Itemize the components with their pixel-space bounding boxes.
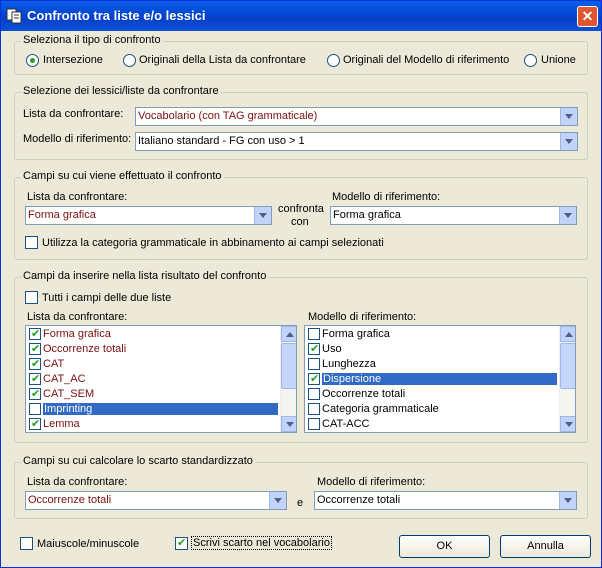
item-checkbox[interactable] bbox=[308, 388, 320, 400]
chevron-down-icon[interactable] bbox=[254, 207, 271, 224]
list-item[interactable] bbox=[306, 417, 558, 432]
campi-modello-combo[interactable] bbox=[330, 206, 577, 225]
selezione-lista-combo[interactable] bbox=[135, 107, 578, 126]
radio-intersezione[interactable] bbox=[26, 54, 39, 67]
item-checkbox[interactable] bbox=[29, 328, 41, 340]
list-item[interactable] bbox=[306, 402, 558, 417]
item-checkbox[interactable] bbox=[29, 403, 41, 415]
item-checkbox[interactable] bbox=[29, 388, 41, 400]
item-label: Forma grafica bbox=[43, 328, 111, 340]
scrollbar[interactable] bbox=[280, 326, 296, 432]
list-item[interactable] bbox=[306, 387, 558, 402]
scarto-lista-combo[interactable] bbox=[25, 491, 287, 510]
item-checkbox[interactable] bbox=[29, 373, 41, 385]
item-label: Forma grafica bbox=[322, 328, 390, 340]
item-label: CAT_AC bbox=[43, 373, 86, 385]
item-label: Occorrenze totali bbox=[43, 343, 127, 355]
list-item[interactable] bbox=[306, 372, 558, 387]
inserire-modello-label: Modello di riferimento: bbox=[308, 311, 417, 323]
ok-button[interactable]: OK bbox=[399, 535, 490, 558]
scarto-modello-label: Modello di riferimento: bbox=[317, 476, 426, 488]
con-label: con bbox=[291, 216, 309, 228]
tutti-label: Tutti i campi delle due liste bbox=[42, 292, 172, 304]
selezione-modello-label: Modello di riferimento: bbox=[23, 133, 132, 145]
title-bar[interactable] bbox=[1, 1, 601, 31]
radio-originali-modello-label: Originali del Modello di riferimento bbox=[343, 54, 510, 66]
radio-originali-lista-label: Originali della Lista da confrontare bbox=[139, 54, 306, 66]
list-item[interactable] bbox=[27, 342, 279, 357]
categoria-label: Utilizza la categoria grammaticale in abbinamento ai campi selezionati bbox=[42, 237, 384, 249]
inserire-lista-label: Lista da confrontare: bbox=[27, 311, 128, 323]
item-checkbox[interactable] bbox=[308, 328, 320, 340]
list-item[interactable] bbox=[27, 357, 279, 372]
item-label: CAT-ACC bbox=[322, 418, 370, 430]
e-label: e bbox=[297, 497, 304, 509]
tutti-checkbox[interactable] bbox=[25, 291, 38, 304]
item-label: Occorrenze totali bbox=[322, 388, 406, 400]
selezione-legend: Selezione dei lessici/liste da confrontare bbox=[23, 85, 219, 97]
scarto-modello-combo[interactable] bbox=[314, 491, 577, 510]
radio-unione[interactable] bbox=[524, 54, 537, 67]
maiuscole-checkbox[interactable] bbox=[20, 537, 33, 550]
item-label: Imprinting bbox=[43, 403, 278, 415]
item-checkbox[interactable] bbox=[308, 358, 320, 370]
item-checkbox[interactable] bbox=[29, 343, 41, 355]
scroll-down-icon[interactable] bbox=[281, 416, 297, 432]
close-icon: ✕ bbox=[581, 8, 594, 24]
chevron-down-icon[interactable] bbox=[559, 207, 576, 224]
radio-unione-label: Unione bbox=[541, 54, 576, 66]
confronta-label: confronta bbox=[278, 203, 324, 215]
scrivi-label: Scrivi scarto nel vocabolario bbox=[193, 537, 330, 549]
selezione-modello-combo[interactable] bbox=[135, 132, 578, 151]
tipo-legend: Seleziona il tipo di confronto bbox=[23, 34, 161, 46]
chevron-down-icon[interactable] bbox=[560, 133, 577, 150]
scrivi-checkbox[interactable] bbox=[175, 537, 188, 550]
campi-lista-combo[interactable] bbox=[25, 206, 272, 225]
categoria-checkbox[interactable] bbox=[25, 236, 38, 249]
list-item[interactable] bbox=[306, 342, 558, 357]
scarto-legend: Campi su cui calcolare lo scarto standardizzato bbox=[23, 455, 253, 467]
item-checkbox[interactable] bbox=[308, 373, 320, 385]
scroll-thumb[interactable] bbox=[281, 343, 297, 389]
item-label: Lemma bbox=[43, 418, 80, 430]
item-label: Dispersione bbox=[322, 373, 557, 385]
list-item[interactable] bbox=[306, 357, 558, 372]
campi-lista-label: Lista da confrontare: bbox=[27, 191, 128, 203]
campi-lista-value: Forma grafica bbox=[28, 209, 96, 221]
radio-originali-modello[interactable] bbox=[327, 54, 340, 67]
annulla-button[interactable]: Annulla bbox=[500, 535, 591, 558]
scarto-lista-value: Occorrenze totali bbox=[28, 494, 112, 506]
item-checkbox[interactable] bbox=[308, 343, 320, 355]
chevron-down-icon[interactable] bbox=[560, 108, 577, 125]
selezione-lista-value: Vocabolario (con TAG grammaticale) bbox=[138, 110, 318, 122]
campi-legend: Campi su cui viene effettuato il confronto bbox=[23, 170, 222, 182]
scroll-up-icon[interactable] bbox=[560, 326, 576, 342]
campi-modello-value: Forma grafica bbox=[333, 209, 401, 221]
inserire-legend: Campi da inserire nella lista risultato del confronto bbox=[23, 270, 267, 282]
selezione-lista-label: Lista da confrontare: bbox=[23, 108, 124, 120]
item-label: Lunghezza bbox=[322, 358, 376, 370]
item-label: Uso bbox=[322, 343, 342, 355]
list-item[interactable] bbox=[27, 327, 279, 342]
list-item[interactable] bbox=[27, 417, 279, 432]
scroll-thumb[interactable] bbox=[560, 343, 576, 389]
item-label: CAT_SEM bbox=[43, 388, 95, 400]
item-checkbox[interactable] bbox=[29, 358, 41, 370]
modello-listbox[interactable] bbox=[304, 325, 576, 433]
chevron-down-icon[interactable] bbox=[269, 492, 286, 509]
campi-modello-label: Modello di riferimento: bbox=[332, 191, 441, 203]
scarto-lista-label: Lista da confrontare: bbox=[27, 476, 128, 488]
window-title: Confronto tra liste e/o lessici bbox=[27, 8, 206, 23]
item-checkbox[interactable] bbox=[308, 403, 320, 415]
app-icon bbox=[6, 8, 22, 24]
scroll-up-icon[interactable] bbox=[281, 326, 297, 342]
maiuscole-label: Maiuscole/minuscole bbox=[37, 538, 140, 550]
lista-listbox[interactable] bbox=[25, 325, 297, 433]
scarto-modello-value: Occorrenze totali bbox=[317, 494, 401, 506]
chevron-down-icon[interactable] bbox=[559, 492, 576, 509]
selezione-modello-value: Italiano standard - FG con uso > 1 bbox=[138, 135, 305, 147]
radio-intersezione-label: Intersezione bbox=[43, 54, 103, 66]
radio-originali-lista[interactable] bbox=[123, 54, 136, 67]
item-label: CAT bbox=[43, 358, 65, 370]
scrollbar[interactable] bbox=[559, 326, 575, 432]
list-item[interactable] bbox=[27, 387, 279, 402]
list-item[interactable] bbox=[306, 327, 558, 342]
list-item[interactable] bbox=[27, 372, 279, 387]
item-checkbox[interactable] bbox=[29, 418, 41, 430]
item-checkbox[interactable] bbox=[308, 418, 320, 430]
close-button[interactable] bbox=[577, 6, 598, 27]
scroll-down-icon[interactable] bbox=[560, 416, 576, 432]
item-label: Categoria grammaticale bbox=[322, 403, 439, 415]
list-item[interactable] bbox=[27, 402, 279, 417]
